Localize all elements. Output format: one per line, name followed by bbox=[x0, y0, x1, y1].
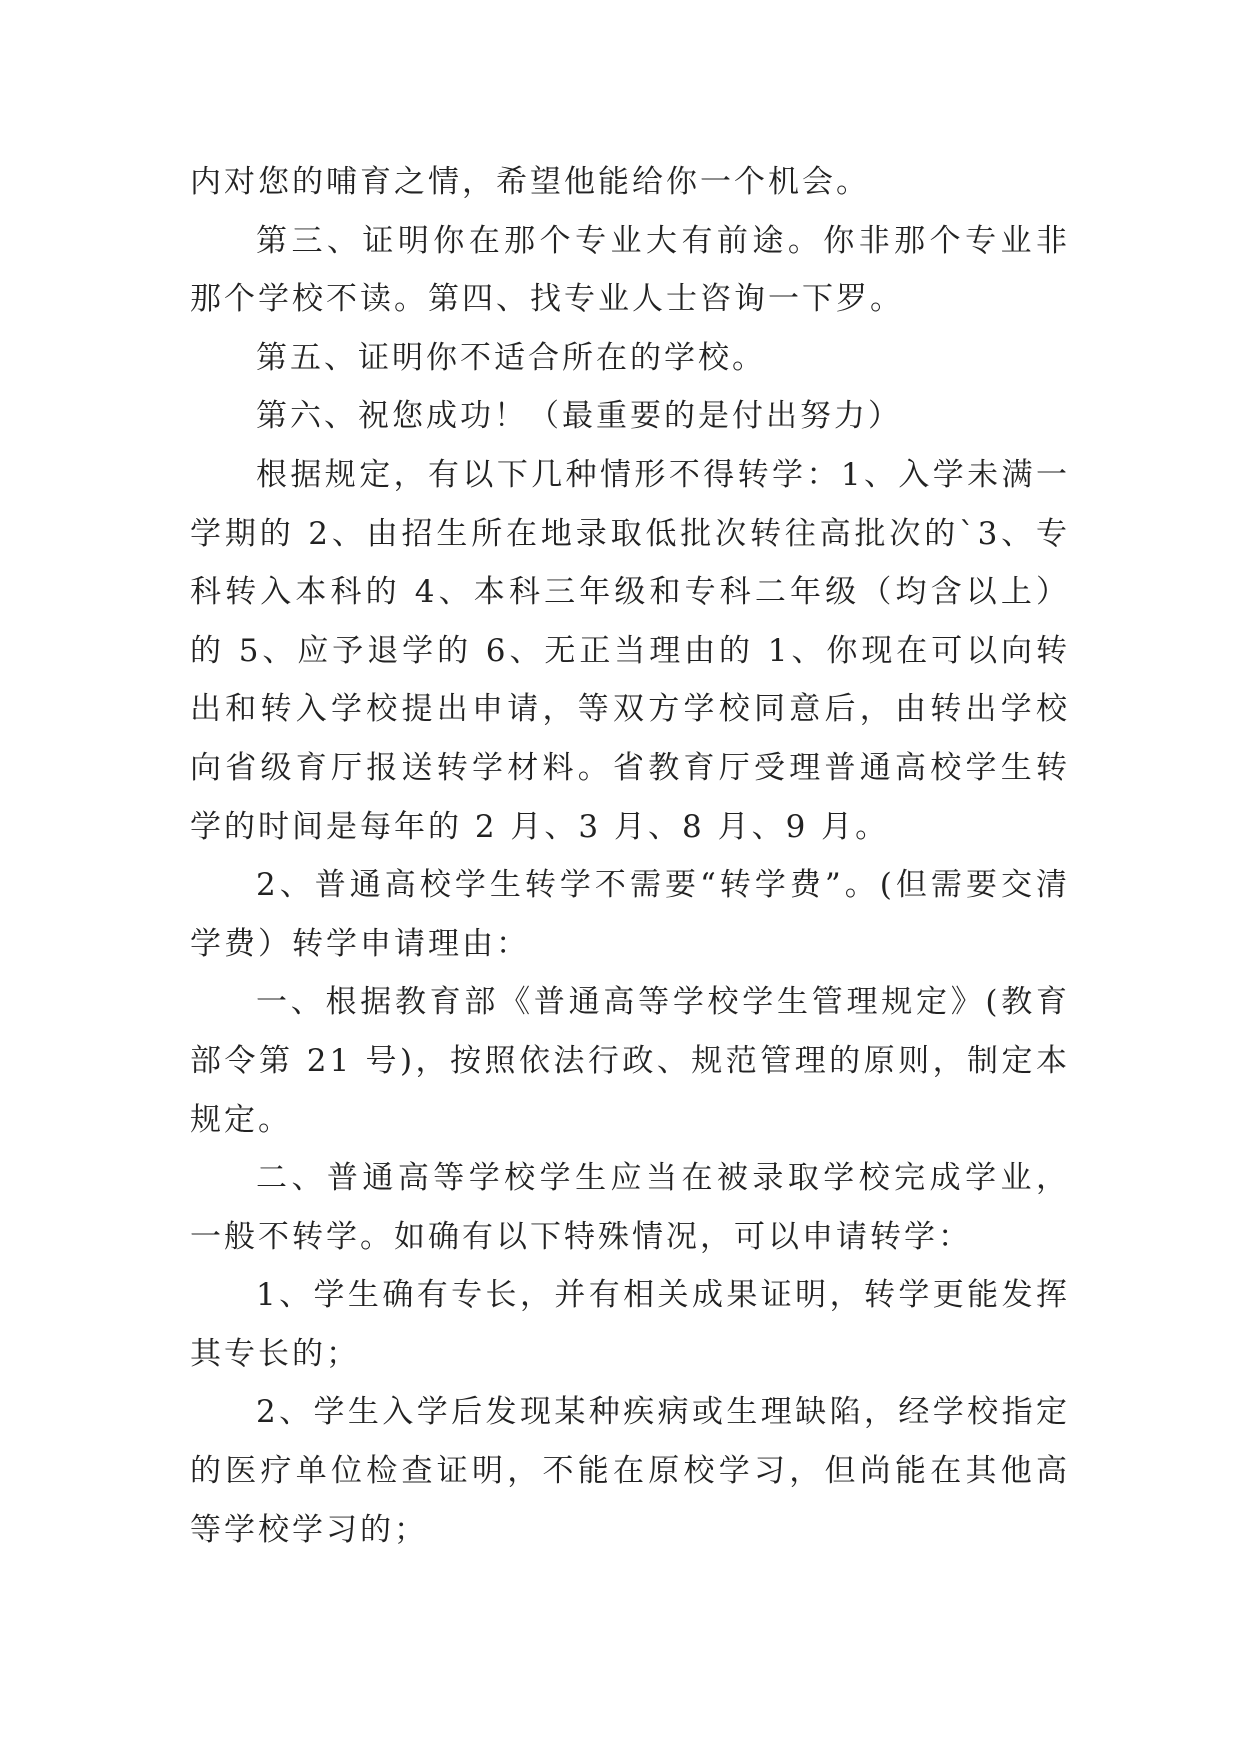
paragraph-third-point: 第三、证明你在那个专业大有前途。你非那个专业非那个学校不读。第四、找专业人士咨询一下罗。 bbox=[190, 222, 1070, 318]
paragraph-fifth-point: 第五、证明你不适合所在的学校。 bbox=[256, 339, 766, 376]
paragraph-sixth-point: 第六、祝您成功！（最重要的是付出努力） bbox=[256, 398, 902, 435]
paragraph-case-illness: 2、学生入学后发现某种疾病或生理缺陷，经学校指定的医疗单位检查证明，不能在原校学习，但尚能在其他高等学校学习的； bbox=[190, 1394, 1070, 1548]
paragraph-transfer-fee: 2、普通高校学生转学不需要“转学费”。(但需要交清学费）转学申请理由： bbox=[190, 867, 1070, 962]
paragraph-special-cases: 二、普通高等学校学生应当在被录取学校完成学业，一般不转学。如确有以下特殊情况，可以申请转学： bbox=[190, 1160, 1070, 1255]
paragraph-regulation-basis: 一、根据教育部《普通高等学校学生管理规定》(教育部令第 21 号)，按照依法行政、规范管理的原则，制定本规定。 bbox=[190, 984, 1070, 1138]
paragraph-continuation: 内对您的哺育之情，希望他能给你一个机会。 bbox=[190, 164, 870, 200]
paragraph-transfer-restrictions: 根据规定，有以下几种情形不得转学：1、入学未满一学期的 2、由招生所在地录取低批次转往高批次的`3、专科转入本科的 4、本科三年级和专科二年级（均含以上）的 5、应予退学的 6、无正当理由的 1、你现在可以向转出和转入学校提出申请，等双方学校同意后，由转出学校向省级育厅报送转学材料。省教育厅受理普通高校学生转学的时间是每年的 2 月、3 月、8 月、9 月。 bbox=[190, 456, 1070, 845]
document-body bbox=[190, 153, 1070, 1559]
paragraph-case-specialty: 1、学生确有专长，并有相关成果证明，转学更能发挥其专长的； bbox=[190, 1277, 1070, 1372]
